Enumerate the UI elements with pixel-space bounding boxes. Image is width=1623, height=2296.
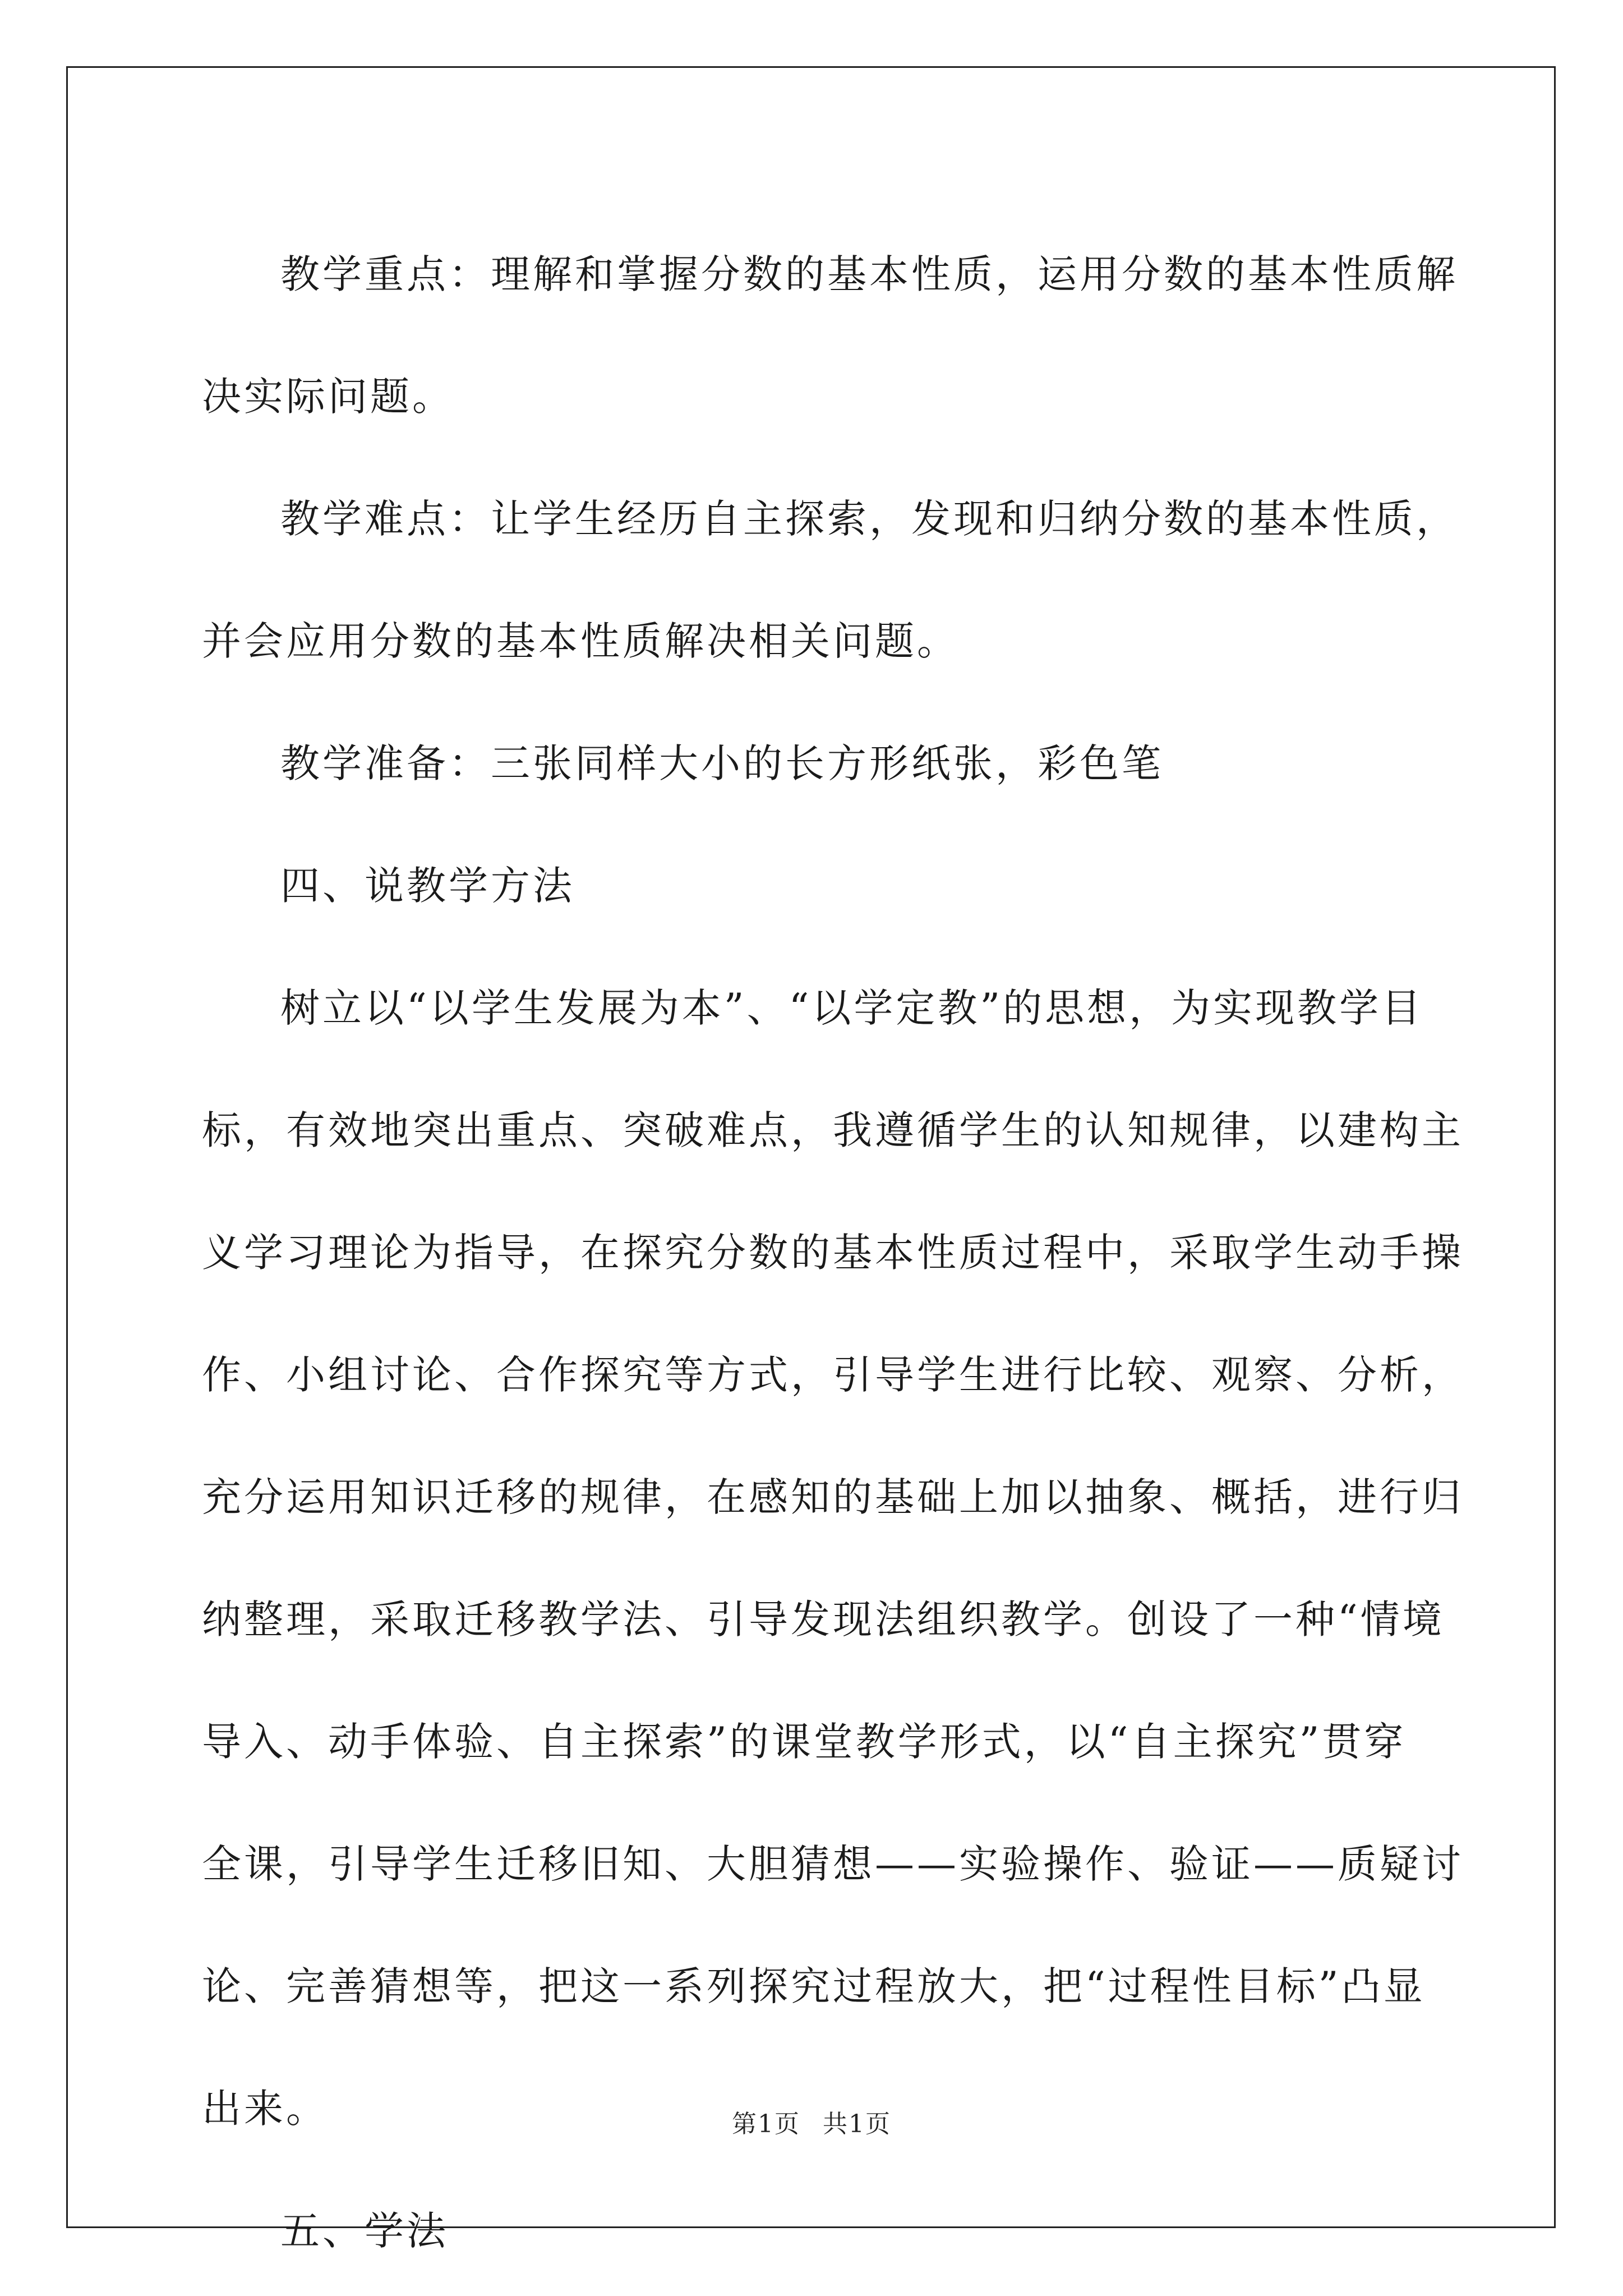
- document-body: [202, 213, 1464, 2292]
- page-number: 第1页: [732, 2110, 800, 2138]
- text-line: 义学习理论为指导，在探究分数的基本性质过程中，采取学生动手操: [202, 1230, 1464, 1276]
- text-line: 决实际问题。: [202, 374, 454, 420]
- text-line: 标，有效地突出重点、突破难点，我遵循学生的认知规律，以建构主: [202, 1107, 1464, 1153]
- text-line: 作、小组讨论、合作探究等方式，引导学生进行比较、观察、分析，: [202, 1352, 1464, 1398]
- text-line: 教学难点：让学生经历自主探索，发现和归纳分数的基本性质，: [280, 496, 1458, 542]
- text-line: 纳整理，采取迁移教学法、引导发现法组织教学。创设了一种“情境: [202, 1596, 1445, 1642]
- text-line: 教学重点：理解和掌握分数的基本性质，运用分数的基本性质解: [280, 251, 1458, 297]
- text-line: 论、完善猜想等，把这一系列探究过程放大，把“过程性目标”凸显: [202, 1963, 1426, 2009]
- text-line: 树立以“以学生发展为本”、“以学定教”的思想，为实现教学目: [280, 985, 1424, 1031]
- text-line: 全课，引导学生迁移旧知、大胆猜想——实验操作、验证——质疑讨: [202, 1841, 1464, 1887]
- text-line: 并会应用分数的基本性质解决相关问题。: [202, 618, 959, 664]
- text-line: 出来。: [202, 2086, 328, 2132]
- text-line: 充分运用知识迁移的规律，在感知的基础上加以抽象、概括，进行归: [202, 1474, 1464, 1520]
- page-total: 共1页: [823, 2110, 891, 2138]
- section-heading: 五、学法: [280, 2208, 449, 2254]
- page-footer: [0, 2104, 1623, 2139]
- section-heading: 四、说教学方法: [280, 863, 575, 909]
- text-line: 教学准备：三张同样大小的长方形纸张，彩色笔: [280, 740, 1164, 786]
- text-line: 导入、动手体验、自主探索”的课堂教学形式，以“自主探究”贯穿: [202, 1719, 1407, 1765]
